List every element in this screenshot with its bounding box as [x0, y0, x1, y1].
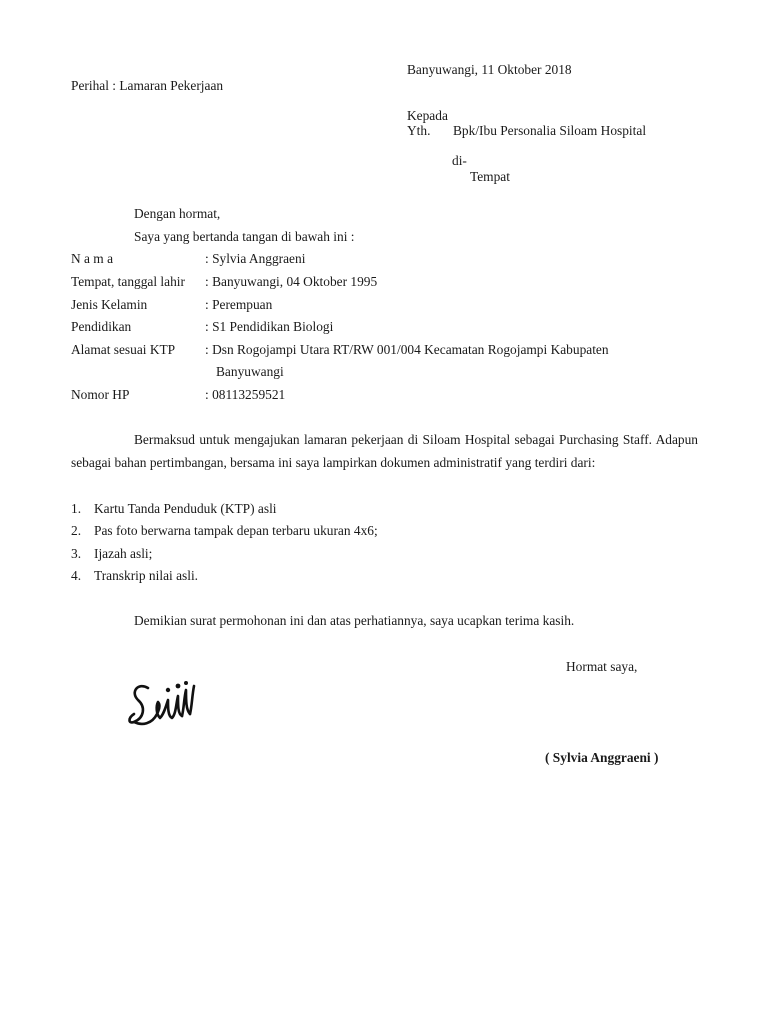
field-value-address: : Dsn Rogojampi Utara RT/RW 001/004 Kecamatan Rogojampi Kabupaten	[205, 342, 609, 357]
closing-text: Demikian surat permohonan ini dan atas perhatiannya, saya ucapkan terima kasih.	[134, 613, 575, 628]
recipient-to: Kepada	[407, 108, 448, 123]
regards: Hormat saya,	[566, 659, 638, 674]
list-item: 2. Pas foto berwarna tampak depan terbaru ukuran 4x6;	[71, 523, 378, 538]
subject-value: Lamaran Pekerjaan	[119, 78, 224, 93]
field-label-phone: Nomor HP	[71, 387, 130, 402]
field-label-name: N a m a	[71, 251, 114, 266]
intro-line: Saya yang bertanda tangan di bawah ini :	[134, 229, 355, 244]
list-item: 1. Kartu Tanda Penduduk (KTP) asli	[71, 501, 277, 516]
field-value-education: : S1 Pendidikan Biologi	[205, 319, 334, 334]
body-paragraph-text: Bermaksud untuk mengajukan lamaran pekerjaan di Siloam Hospital sebagai Purchasing Staff. Adapun sebagai bahan pertimbangan, bersama ini saya lampirkan dokumen administratif yang terdiri dari:	[71, 432, 698, 470]
field-label-birth: Tempat, tanggal lahir	[71, 274, 185, 289]
field-value-gender: : Perempuan	[205, 297, 273, 312]
list-item: 3. Ijazah asli;	[71, 546, 153, 561]
field-value-address-cont: Banyuwangi	[216, 364, 284, 379]
subject-line: Perihal : Lamaran Pekerjaan	[71, 78, 224, 93]
list-item: 4. Transkrip nilai asli.	[71, 568, 199, 583]
recipient-yth: Yth.	[407, 123, 431, 138]
field-value-phone: : 08113259521	[205, 387, 286, 402]
field-label-education: Pendidikan	[71, 319, 132, 334]
subject-label: Perihal	[71, 78, 109, 93]
recipient-di: di-	[452, 153, 467, 168]
field-value-name: : Sylvia Anggraeni	[205, 251, 306, 266]
field-label-address: Alamat sesuai KTP	[71, 342, 176, 357]
body-paragraph	[71, 429, 698, 474]
field-label-gender: Jenis Kelamin	[71, 297, 148, 312]
signature-image	[124, 674, 202, 736]
recipient-name: Bpk/Ibu Personalia Siloam Hospital	[453, 123, 647, 138]
recipient-place: Tempat	[470, 169, 510, 184]
signer-name: ( Sylvia Anggraeni )	[545, 750, 659, 765]
salutation: Dengan hormat,	[134, 206, 221, 221]
field-value-birth: : Banyuwangi, 04 Oktober 1995	[205, 274, 378, 289]
letter-date: Banyuwangi, 11 Oktober 2018	[407, 62, 572, 77]
